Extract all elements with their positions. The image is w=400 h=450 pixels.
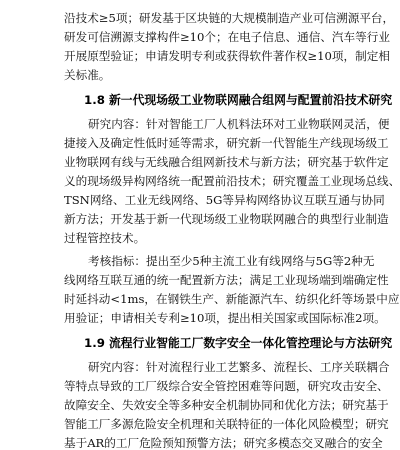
text-line: TSN网络、工业无线网络、5G等异构网络协议互联互通与协同 bbox=[64, 193, 385, 207]
text-line: 研究内容：针对智能工厂人机料法环对工业物联网灵活，便 bbox=[88, 117, 390, 131]
text-line: 捷接入及确定性低时延等需求，研究新一代智能生产线现场级工 bbox=[64, 136, 389, 150]
text-line: 用验证；申请相关专利≥10项，提出相关国家或国际标准2项。 bbox=[64, 311, 386, 325]
text-line: 等特点导致的工厂级综合安全管控困难等问题，研究攻击安全、 bbox=[64, 379, 389, 393]
text-line: 业物联网有线与无线融合组网新技术与新方法；研究基于软件定 bbox=[64, 155, 389, 169]
text-line: 故障安全、失效安全等多种安全机制协同和优化方法；研究基于 bbox=[64, 398, 389, 412]
text-line: 线网络互联互通的统一配置新方法；满足工业现场端到端确定性 bbox=[64, 273, 389, 287]
text-line: 开展原型验证；申请发明专利或获得软件著作权≥10项，制定相 bbox=[64, 49, 390, 63]
text-line: 过程管控技术。 bbox=[64, 231, 146, 245]
text-line: 研发可信溯源支撑构件≥10个；在电子信息、通信、汽车等行业 bbox=[64, 30, 390, 44]
text-line: 研究内容：针对流程行业工艺繁多、流程长、工序关联耦合 bbox=[88, 360, 390, 374]
text-line: 关标准。 bbox=[64, 68, 111, 82]
text-line: 沿技术≥5项；研发基于区块链的大规模制造产业可信溯源平台， bbox=[64, 11, 395, 25]
section-heading-1-9: 1.9 流程行业智能工厂数字安全一体化管控理论与方法研究 bbox=[84, 336, 393, 350]
text-line: 义的现场级异构网络统一配置前沿技术；研究覆盖工业现场总线、 bbox=[64, 174, 400, 188]
text-line: 新方法；开发基于新一代现场级工业物联网融合的典型行业制造 bbox=[64, 212, 389, 226]
text-line: 时延抖动<1ms，在钢铁生产、新能源汽车、纺织化纤等场景中应 bbox=[64, 292, 400, 306]
text-line: 考核指标：提出至少5种主流工业有线网络与5G等2种无 bbox=[88, 254, 375, 268]
section-heading-1-8: 1.8 新一代现场级工业物联网融合组网与配置前沿技术研究 bbox=[84, 93, 393, 107]
text-line: 智能工厂多源危险安全机理和关联特征的一体化风险模型；研究 bbox=[64, 417, 389, 431]
text-line: 基于AR的工厂危险预知预警方法；研究多模态交叉融合的安全 bbox=[64, 436, 383, 450]
